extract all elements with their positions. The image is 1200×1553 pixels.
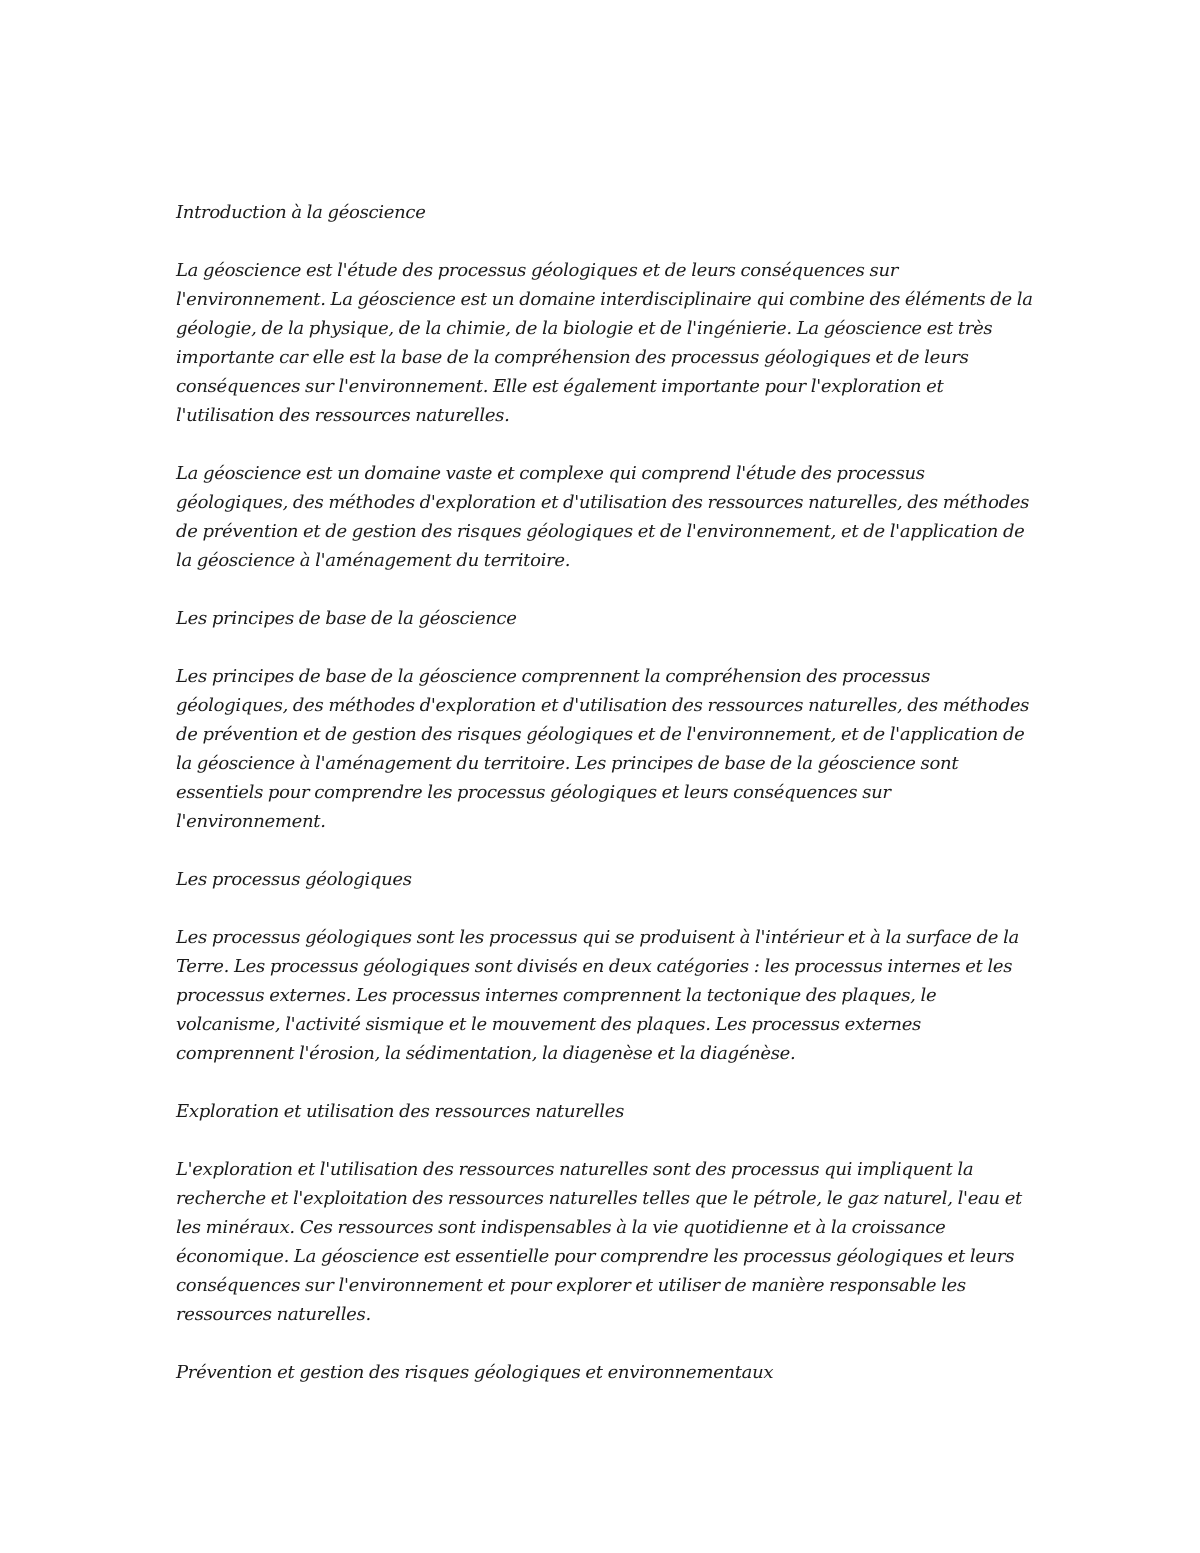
section-heading-introduction: Introduction à la géoscience xyxy=(176,202,426,223)
paragraph-principles: Les principes de base de la géoscience comprennent la compréhension des processus géologiques, des méthodes d'exploration et d'utilisation des ressources naturelles, des méthodes de prévention et de gestion des risques géologiques et de l'environnement, et de l'application de la géoscience à l'aménagement du territoire. Les principes de base de la géoscience sont essentiels pour comprendre les processus géologiques et leurs conséquences sur l'environnement. xyxy=(176,666,1030,832)
section-heading-resources: Exploration et utilisation des ressources naturelles xyxy=(176,1101,625,1122)
document-body xyxy=(176,198,1036,1416)
paragraph-resources: L'exploration et l'utilisation des ressources naturelles sont des processus qui impliquent la recherche et l'exploitation des ressources naturelles telles que le pétrole, le gaz naturel, l'eau et les minéraux. Ces ressources sont indispensables à la vie quotidienne et à la croissance économique. La géoscience est essentielle pour comprendre les processus géologiques et leurs conséquences sur l'environnement et pour explorer et utiliser de manière responsable les ressources naturelles. xyxy=(176,1159,1022,1325)
section-heading-risks: Prévention et gestion des risques géologiques et environnementaux xyxy=(176,1362,774,1383)
section-heading-principles: Les principes de base de la géoscience xyxy=(176,608,517,629)
paragraph-scope: La géoscience est un domaine vaste et complexe qui comprend l'étude des processus géologiques, des méthodes d'exploration et d'utilisation des ressources naturelles, des méthodes de prévention et de gestion des risques géologiques et de l'environnement, et de l'application de la géoscience à l'aménagement du territoire. xyxy=(176,463,1030,571)
section-heading-processes: Les processus géologiques xyxy=(176,869,412,890)
paragraph-processes: Les processus géologiques sont les processus qui se produisent à l'intérieur et à la surface de la Terre. Les processus géologiques sont divisés en deux catégories : les processus internes et les processus externes. Les processus internes comprennent la tectonique des plaques, le volcanisme, l'activité sismique et le mouvement des plaques. Les processus externes comprennent l'érosion, la sédimentation, la diagenèse et la diagénèse. xyxy=(176,927,1019,1064)
paragraph-definition: La géoscience est l'étude des processus géologiques et de leurs conséquences sur l'environnement. La géoscience est un domaine interdisciplinaire qui combine des éléments de la géologie, de la physique, de la chimie, de la biologie et de l'ingénierie. La géoscience est très importante car elle est la base de la compréhension des processus géologiques et de leurs conséquences sur l'environnement. Elle est également importante pour l'exploration et l'utilisation des ressources naturelles. xyxy=(176,260,1033,426)
